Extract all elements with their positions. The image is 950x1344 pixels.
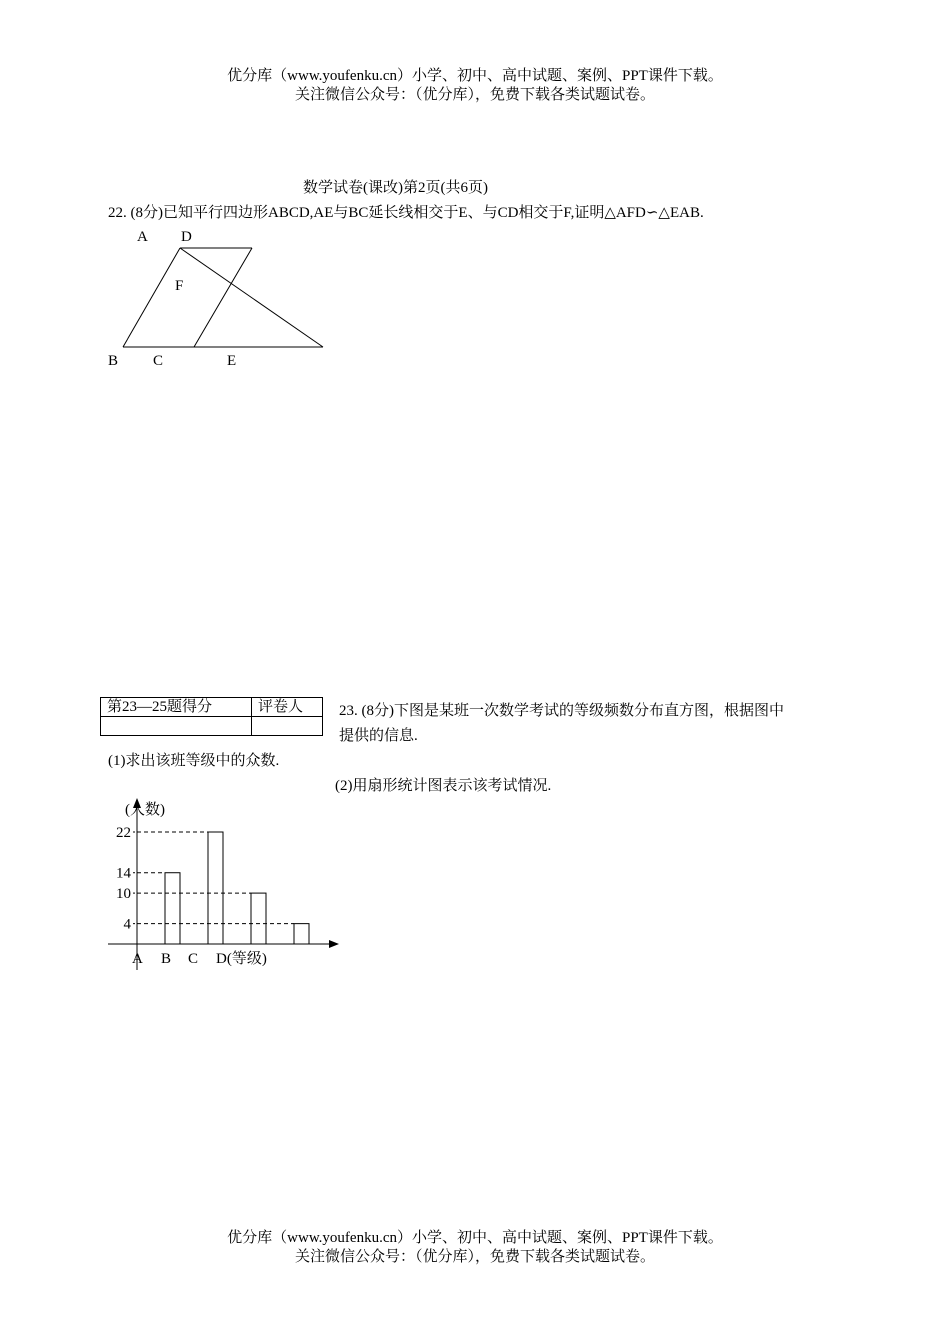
segment-dc	[194, 248, 252, 347]
score-table	[100, 697, 323, 736]
y-axis-label: (人数)	[125, 802, 165, 818]
label-f: F	[175, 278, 184, 294]
x-tick-label-a: A	[132, 951, 143, 967]
bar-d	[294, 924, 309, 944]
label-d: D	[181, 229, 192, 245]
grade-histogram	[100, 795, 350, 975]
question-22-text: 22. (8分)已知平行四边形ABCD,AE与BC延长线相交于E、与CD相交于F,证明△AFD∽△EAB.	[108, 205, 704, 221]
segment-ae	[180, 248, 323, 347]
score-table-cell-grader[interactable]	[252, 717, 323, 736]
score-table-cell-score[interactable]	[101, 717, 252, 736]
parallelogram-figure	[100, 222, 340, 377]
y-tick-label-14: 14	[116, 865, 131, 882]
x-axis-arrow	[329, 940, 339, 948]
question-23-text-line1: 23. (8分)下图是某班一次数学考试的等级频数分布直方图，根据图中	[339, 703, 784, 719]
question-23-part1: (1)求出该班等级中的众数.	[108, 753, 280, 769]
score-table-header-grader: 评卷人	[252, 698, 323, 717]
question-23-part2: (2)用扇形统计图表示该考试情况.	[335, 778, 552, 794]
page-title: 数学试卷(课改)第2页(共6页)	[303, 180, 488, 196]
label-a: A	[137, 229, 148, 245]
header-line-2: 关注微信公众号：（优分库），免费下载各类试题试卷。	[294, 87, 655, 103]
header-line-1: 优分库（www.youfenku.cn）小学、初中、高中试题、案例、PPT课件下载。	[227, 68, 723, 84]
x-tick-label-c: C	[188, 951, 199, 967]
footer-line-1: 优分库（www.youfenku.cn）小学、初中、高中试题、案例、PPT课件下载。	[227, 1230, 723, 1246]
segment-ab	[123, 248, 180, 347]
bar-a	[165, 873, 180, 944]
score-table-header-score: 第23—25题得分	[101, 698, 252, 717]
x-tick-label-d: D(等级)	[216, 951, 267, 967]
footer-line-2: 关注微信公众号：（优分库），免费下载各类试题试卷。	[294, 1249, 655, 1265]
y-tick-label-10: 10	[116, 886, 131, 903]
label-b: B	[108, 353, 119, 369]
label-c: C	[153, 353, 164, 369]
question-23-text-line2: 提供的信息.	[339, 728, 418, 744]
label-e: E	[227, 353, 237, 369]
bar-b	[208, 832, 223, 944]
x-tick-label-b: B	[161, 951, 172, 967]
y-tick-label-4: 4	[123, 916, 131, 933]
y-tick-label-22: 22	[116, 825, 131, 841]
bar-c	[251, 893, 266, 944]
